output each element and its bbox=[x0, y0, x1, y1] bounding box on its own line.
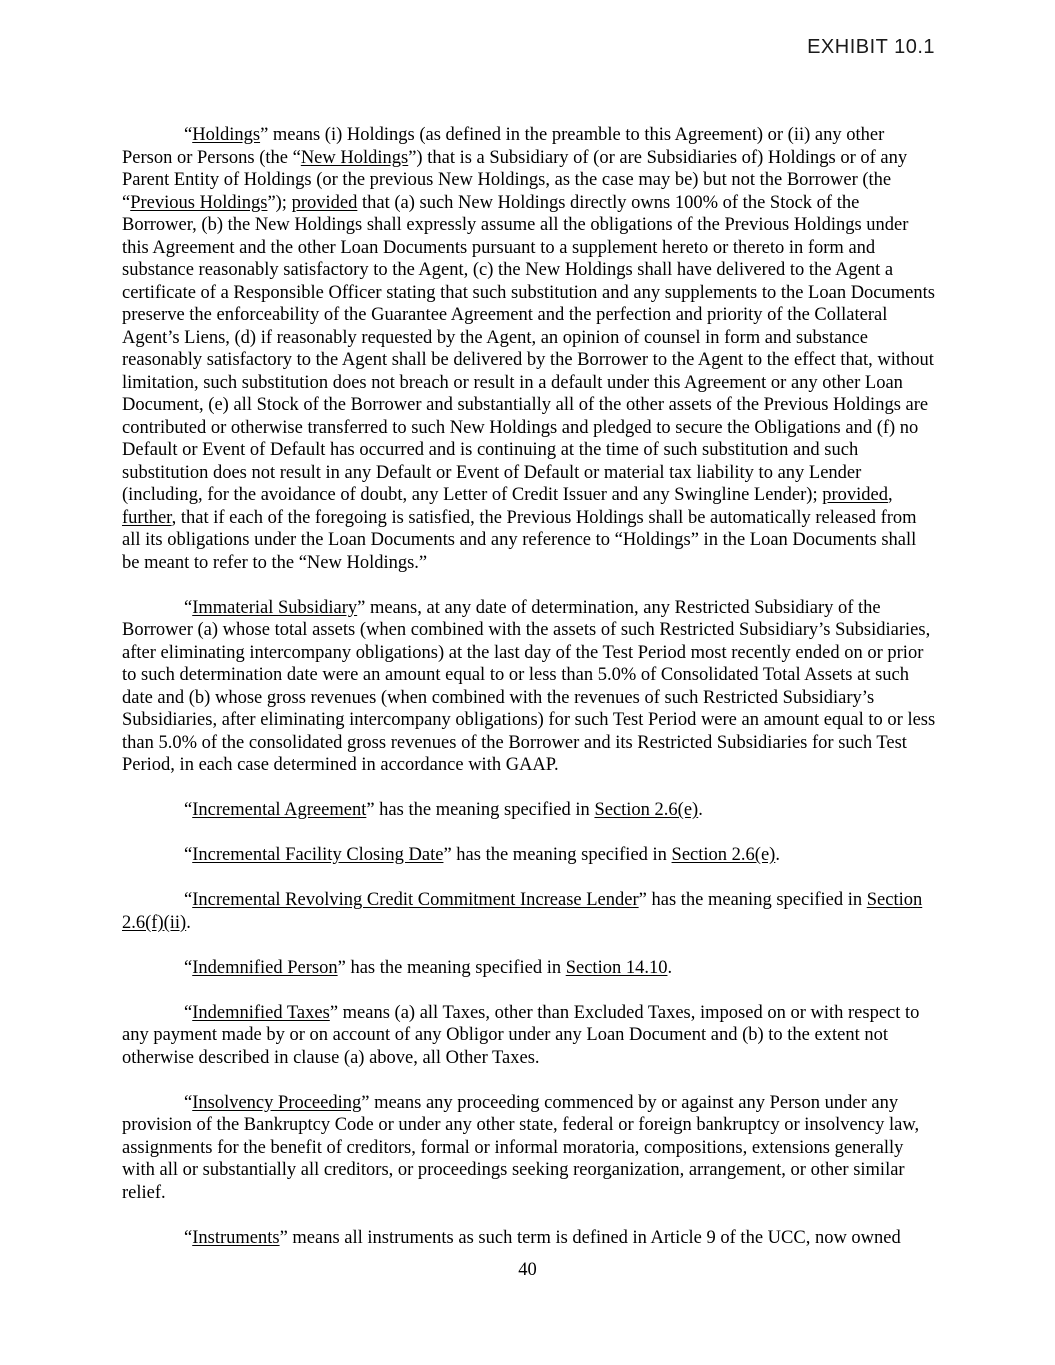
page-number: 40 bbox=[518, 1260, 537, 1280]
paragraph bbox=[122, 1092, 937, 1205]
defined-term: Holdings bbox=[192, 125, 261, 145]
paragraph-text: ” means all instruments as such term is defined in Article 9 of the UCC, now owned bbox=[279, 1227, 901, 1248]
paragraph-text: ”) that is a Subsidiary of (or are Subsidiaries of) Holdings or of any Parent Entity of Holdings (or the previous New Holdings, as the case may be) but not the Borrower (the “ bbox=[122, 147, 908, 213]
defined-term: provided bbox=[291, 192, 358, 213]
defined-term: Section 2.6(e) bbox=[594, 800, 699, 820]
paragraph-text: , that if each of the foregoing is satisfied, the Previous Holdings shall be automatically released from all its obligations under the Loan Documents and any reference to “Holdings” in the Loan Documents shall be meant to refer to the “New Holdings.” bbox=[122, 507, 917, 573]
document-body bbox=[122, 124, 937, 1249]
paragraph-text: ” means (a) all Taxes, other than Excluded Taxes, imposed on or with respect to any payment made by or on account of any Obligor under any Loan Document and (b) to the extent not otherwise described in clause (a) above, all Other Taxes. bbox=[122, 1002, 920, 1068]
paragraph-text: “ bbox=[184, 957, 193, 978]
defined-term: provided bbox=[822, 485, 888, 505]
defined-term: New Holdings bbox=[300, 147, 409, 168]
paragraph-text: . bbox=[186, 912, 191, 933]
paragraph bbox=[122, 1002, 937, 1070]
defined-term: Section 2.6(e) bbox=[671, 845, 776, 865]
defined-term: Incremental Facility Closing Date bbox=[192, 845, 444, 865]
paragraph bbox=[122, 889, 937, 934]
exhibit-header: EXHIBIT 10.1 bbox=[807, 36, 935, 58]
paragraph-text: ” means, at any date of determination, any Restricted Subsidiary of the Borrower (a) whose total assets (when combined with the assets of such Restricted Subsidiary’s Subsidiaries, after eliminating intercompany obligations) at the last day of the Test Period most recently ended on or prior to such determination date were an amount equal to or less than 5.0% of Consolidated Total Assets at such date and (b) whose gross revenues (when combined with the revenues of such Restricted Subsidiary’s Subsidiaries, after eliminating intercompany obligations) for such Test Period were an amount equal to or less than 5.0% of the consolidated gross revenues of the Borrower and its Restricted Subsidiaries for such Test Period, in each case determined in accordance with GAAP. bbox=[122, 597, 936, 775]
paragraph bbox=[122, 844, 937, 867]
defined-term: Incremental Agreement bbox=[192, 800, 367, 820]
paragraph-text: . bbox=[698, 800, 703, 820]
paragraph bbox=[122, 957, 937, 980]
defined-term: Section 2.6(f)(ii) bbox=[122, 890, 923, 933]
paragraph-text: “ bbox=[184, 1227, 193, 1248]
defined-term: Indemnified Person bbox=[192, 957, 338, 978]
paragraph-text: , bbox=[887, 485, 893, 505]
paragraph-text: ” has the meaning specified in bbox=[366, 800, 595, 820]
paragraph bbox=[122, 1227, 937, 1250]
defined-term: further bbox=[122, 507, 172, 528]
defined-term: Immaterial Subsidiary bbox=[192, 597, 358, 618]
paragraph-text: ” has the meaning specified in bbox=[443, 845, 672, 865]
paragraph-text: “ bbox=[184, 890, 193, 910]
paragraph bbox=[122, 597, 937, 777]
defined-term: Instruments bbox=[192, 1227, 280, 1248]
defined-term: Indemnified Taxes bbox=[192, 1002, 330, 1023]
paragraph-text: “ bbox=[184, 1092, 193, 1113]
paragraph-text: . bbox=[667, 957, 673, 978]
paragraph bbox=[122, 799, 937, 822]
paragraph-text: ” means (i) Holdings (as defined in the preamble to this Agreement) or (ii) any other Person or Persons (the “ bbox=[122, 125, 885, 168]
paragraph-text: that (a) such New Holdings directly owns 100% of the Stock of the Borrower, (b) the New Holdings shall expressly assume all the obligations of the Previous Holdings under this Agreement and the other Loan Documents pursuant to a supplement hereto or thereto in form and substance reasonably satisfactory to the Agent, (c) the New Holdings shall have delivered to the Agent a certificate of a Responsible Officer stating that such substitution and any supplements to the Loan Documents preserve the enforceability of the Guarantee Agreement and the perfection and priority of the Collateral Agent’s Liens, (d) if reasonably requested by the Agent, an opinion of counsel in form and substance reasonably satisfactory to the Agent shall be delivered by the Borrower to the Agent to the effect that, without limitation, such substitution does not breach or result in a default under this Agreement or any other Loan Document, (e) all Stock of the Borrower and substantially all of the other assets of the Previous Holdings are contributed or otherwise transferred to such New Holdings and pledged to secure the Obligations and (f) no Default or Event of Default has occurred and is continuing at the time of such substitution and such substitution does not result in any Default or Event of Default or material tax liability to any Lender (including, for the avoidance of doubt, any Letter of Credit Issuer and any Swingline Lender); bbox=[122, 192, 935, 505]
paragraph-text: “ bbox=[184, 125, 193, 145]
paragraph-text: ” has the meaning specified in bbox=[337, 957, 566, 978]
paragraph-text: ” means any proceeding commenced by or against any Person under any provision of the Bankruptcy Code or under any other state, federal or foreign bankruptcy or insolvency law, assignments for the benefit of creditors, formal or informal moratoria, compositions, extensions generally with all or substantially all creditors, or proceedings seeking reorganization, arrangement, or other similar relief. bbox=[122, 1092, 920, 1203]
paragraph-text: “ bbox=[184, 1002, 193, 1023]
paragraph-text: . bbox=[775, 845, 780, 865]
paragraph-text: ”); bbox=[267, 192, 292, 213]
defined-term: Previous Holdings bbox=[130, 192, 268, 213]
paragraph-text: “ bbox=[184, 845, 193, 865]
paragraph-text: “ bbox=[184, 800, 193, 820]
paragraph bbox=[122, 124, 937, 574]
defined-term: Incremental Revolving Credit Commitment Increase Lender bbox=[192, 890, 639, 910]
paragraph-text: ” has the meaning specified in bbox=[638, 890, 867, 910]
defined-term: Section 14.10 bbox=[565, 957, 668, 978]
defined-term: Insolvency Proceeding bbox=[192, 1092, 362, 1113]
paragraph-text: “ bbox=[184, 597, 193, 618]
